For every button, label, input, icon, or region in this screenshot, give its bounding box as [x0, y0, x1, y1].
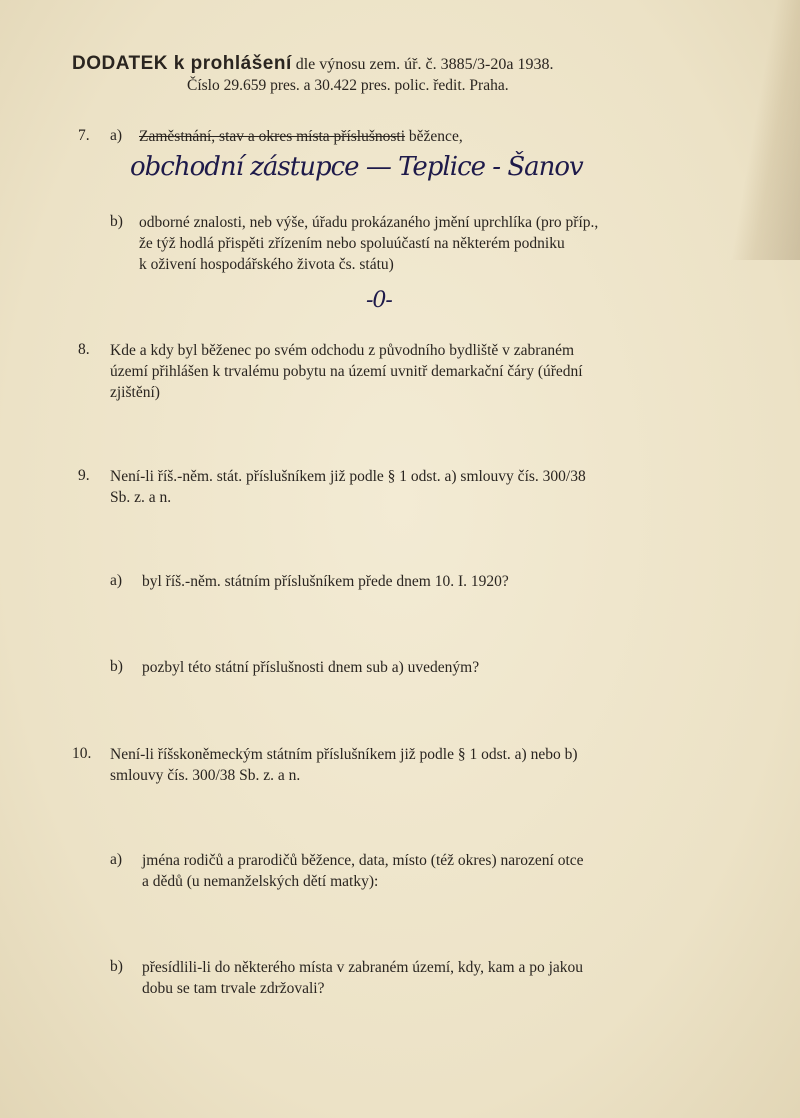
q7a-text-part1: Zaměstnání, stav a okres místa příslušnosti — [139, 128, 406, 145]
q7b-line-3: k oživení hospodářského života čs. státu) — [139, 256, 394, 273]
q9-number: 9. — [78, 467, 90, 484]
q7b-marker: b) — [110, 213, 123, 230]
q10-line-1: Není-li říšskoněmeckým státním příslušníkem již podle § 1 odst. a) nebo b) — [110, 746, 578, 763]
q10a-line-2: a dědů (u nemanželských dětí matky): — [142, 873, 379, 890]
q7-number: 7. — [78, 127, 90, 144]
q9a-text: byl říš.-něm. státním příslušníkem přede dnem 10. I. 1920? — [142, 573, 509, 590]
q10-number: 10. — [72, 745, 92, 762]
q7a-handwritten-answer: obchodní zástupce — Teplice - Šanov — [130, 152, 583, 182]
header-line-1 — [72, 53, 553, 75]
document-title: DODATEK k prohlášení — [72, 53, 292, 74]
q9-line-2: Sb. z. a n. — [110, 489, 172, 506]
q7b-text — [139, 212, 699, 275]
q9b-marker: b) — [110, 658, 123, 675]
q7b-line-2: že týž hodlá přispěti zřízením nebo spoluúčastí na některém podniku — [139, 235, 565, 252]
q9-text — [110, 466, 586, 508]
q10-line-2: smlouvy čís. 300/38 Sb. z. a n. — [110, 767, 301, 784]
paper-fold-shadow — [730, 0, 800, 260]
q9b-text: pozbyl této státní příslušnosti dnem sub a) uvedeným? — [142, 659, 480, 676]
q8-line-3: zjištění) — [110, 384, 160, 401]
q10a-text — [142, 850, 584, 892]
q8-line-1: Kde a kdy byl běženec po svém odchodu z původního bydliště v zabraném — [110, 342, 575, 359]
q8-line-2: území přihlášen k trvalému pobytu na území uvnitř demarkační čáry (úřední — [110, 363, 583, 380]
q7a-text-part2: běžence, — [405, 128, 463, 145]
header-line-2: Číslo 29.659 pres. a 30.422 pres. polic. ředit. Praha. — [187, 77, 509, 94]
q7b-line-1: odborné znalosti, neb výše, úřadu prokázaného jmění uprchlíka (pro příp., — [139, 214, 599, 231]
q10a-marker: a) — [110, 851, 123, 868]
q10b-line-2: dobu se tam trvale zdržovali? — [142, 980, 325, 997]
q10-text — [110, 744, 578, 786]
q10b-text — [142, 957, 583, 999]
q8-number: 8. — [78, 341, 90, 358]
q10b-line-1: přesídlili-li do některého místa v zabraném území, kdy, kam a po jakou — [142, 959, 584, 976]
q10a-line-1: jména rodičů a prarodičů běžence, data, místo (též okres) narození otce — [142, 852, 584, 869]
q7b-handwritten-answer: -0- — [366, 288, 392, 313]
q8-text — [110, 340, 583, 403]
q9a-marker: a) — [110, 572, 123, 589]
header-decree-reference: dle výnosu zem. úř. č. 3885/3-20a 1938. — [291, 56, 554, 73]
q9-line-1: Není-li říš.-něm. stát. příslušníkem již podle § 1 odst. a) smlouvy čís. 300/38 — [110, 468, 586, 485]
q7a-text — [139, 126, 463, 147]
q10b-marker: b) — [110, 958, 123, 975]
q7a-marker: a) — [110, 127, 123, 144]
